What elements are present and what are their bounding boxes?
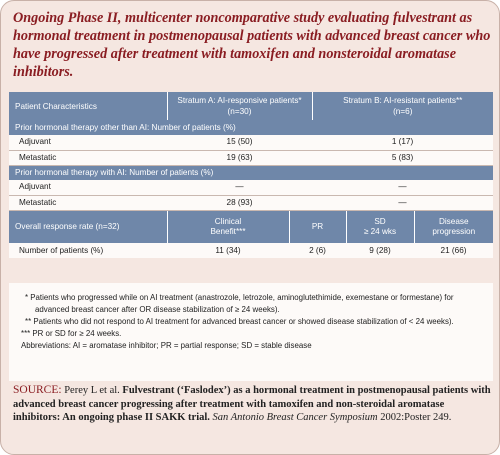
sd-line2: ≥ 24 wks — [363, 226, 397, 236]
footnote-3: *** PR or SD for ≥ 24 weeks. — [21, 329, 122, 338]
results-table — [9, 92, 493, 258]
progression-line2: progression — [432, 226, 476, 236]
col-header-disease-progression — [414, 210, 493, 243]
section-title: Prior hormonal therapy other than AI: Number of patients (%) — [9, 120, 493, 135]
figure-title: Ongoing Phase II, multicenter noncomparative study evaluating fulvestrant as hormonal treatment in postmenopausal patients with advanced breast cancer who have progressed after treatment with tamoxifen and nonsteroidal aromatase inhibitors. — [13, 10, 491, 80]
col-header-stratum-a — [167, 92, 312, 120]
col-header-stratum-a-line2: (n=30) — [227, 107, 252, 116]
clinical-benefit-line1: Clinical — [214, 216, 242, 226]
cell-clinical-benefit: 11 (34) — [167, 243, 289, 258]
col-header-response-rate: Overall response rate (n=32) — [9, 210, 167, 243]
row-label: Number of patients (%) — [9, 243, 167, 258]
col-header-pr: PR — [289, 210, 346, 243]
cell-stratum-a: 15 (50) — [167, 135, 312, 150]
source-journal: San Antonio Breast Cancer Symposium — [212, 412, 378, 423]
col-header-characteristics: Patient Characteristics — [9, 92, 167, 120]
source-label: SOURCE: — [13, 384, 62, 396]
footnotes — [9, 283, 493, 381]
footnote-2: ** Patients who did not respond to AI treatment for advanced breast cancer or showed disease stabilization of < 24 weeks). — [25, 317, 454, 326]
table-row — [9, 180, 493, 195]
table-header-row — [9, 92, 493, 120]
sd-line1: SD — [374, 216, 386, 226]
footnote-1: * Patients who progressed while on AI treatment (anastrozole, letrozole, aminoglutethimide, exemestane or formestane) for advanced breast cancer after OR disease stabilization of ≥ 24 weeks). — [25, 293, 454, 314]
col-header-stratum-a-line1: Stratum A: AI-responsive patients* — [177, 96, 302, 105]
col-header-stratum-b — [312, 92, 493, 120]
section-title: Prior hormonal therapy with AI: Number of patients (%) — [9, 165, 493, 180]
section-header-with-ai — [9, 165, 493, 180]
row-label: Metastatic — [9, 150, 167, 165]
section-header-other-than-ai — [9, 120, 493, 135]
row-label: Metastatic — [9, 195, 167, 210]
cell-stratum-a: — — [167, 180, 312, 195]
col-header-stratum-b-line1: Stratum B: AI-resistant patients** — [343, 96, 463, 105]
table-row — [9, 135, 493, 150]
progression-line1: Disease — [438, 216, 469, 226]
cell-stratum-b: — — [312, 180, 493, 195]
table-row — [9, 195, 493, 210]
source-citation — [13, 384, 493, 425]
table-row — [9, 243, 493, 258]
source-citation-detail: 2002:Poster 249. — [380, 412, 452, 423]
footnote-abbreviations: Abbreviations: AI = aromatase inhibitor; PR = partial response; SD = stable disease — [21, 341, 312, 350]
source-authors: Perey L et al. — [64, 385, 120, 396]
cell-sd: 9 (28) — [346, 243, 414, 258]
source-title: Fulvestrant (‘Faslodex’) as a hormonal treatment in postmenopausal patients with advanced breast cancer progressing after treatment with tamoxifen and non-steroidal aromatase inhibitors: An ongoing phase II SAKK trial. — [13, 385, 491, 423]
response-header-row — [9, 210, 493, 243]
cell-stratum-b: — — [312, 195, 493, 210]
row-label: Adjuvant — [9, 135, 167, 150]
table-row — [9, 150, 493, 165]
cell-disease-progression: 21 (66) — [414, 243, 493, 258]
cell-pr: 2 (6) — [289, 243, 346, 258]
clinical-benefit-line2: Benefit*** — [210, 226, 246, 236]
cell-stratum-a: 28 (93) — [167, 195, 312, 210]
col-header-sd — [346, 210, 414, 243]
cell-stratum-b: 5 (83) — [312, 150, 493, 165]
cell-stratum-b: 1 (17) — [312, 135, 493, 150]
col-header-clinical-benefit — [167, 210, 289, 243]
col-header-stratum-b-line2: (n=6) — [393, 107, 413, 116]
row-label: Adjuvant — [9, 180, 167, 195]
cell-stratum-a: 19 (63) — [167, 150, 312, 165]
